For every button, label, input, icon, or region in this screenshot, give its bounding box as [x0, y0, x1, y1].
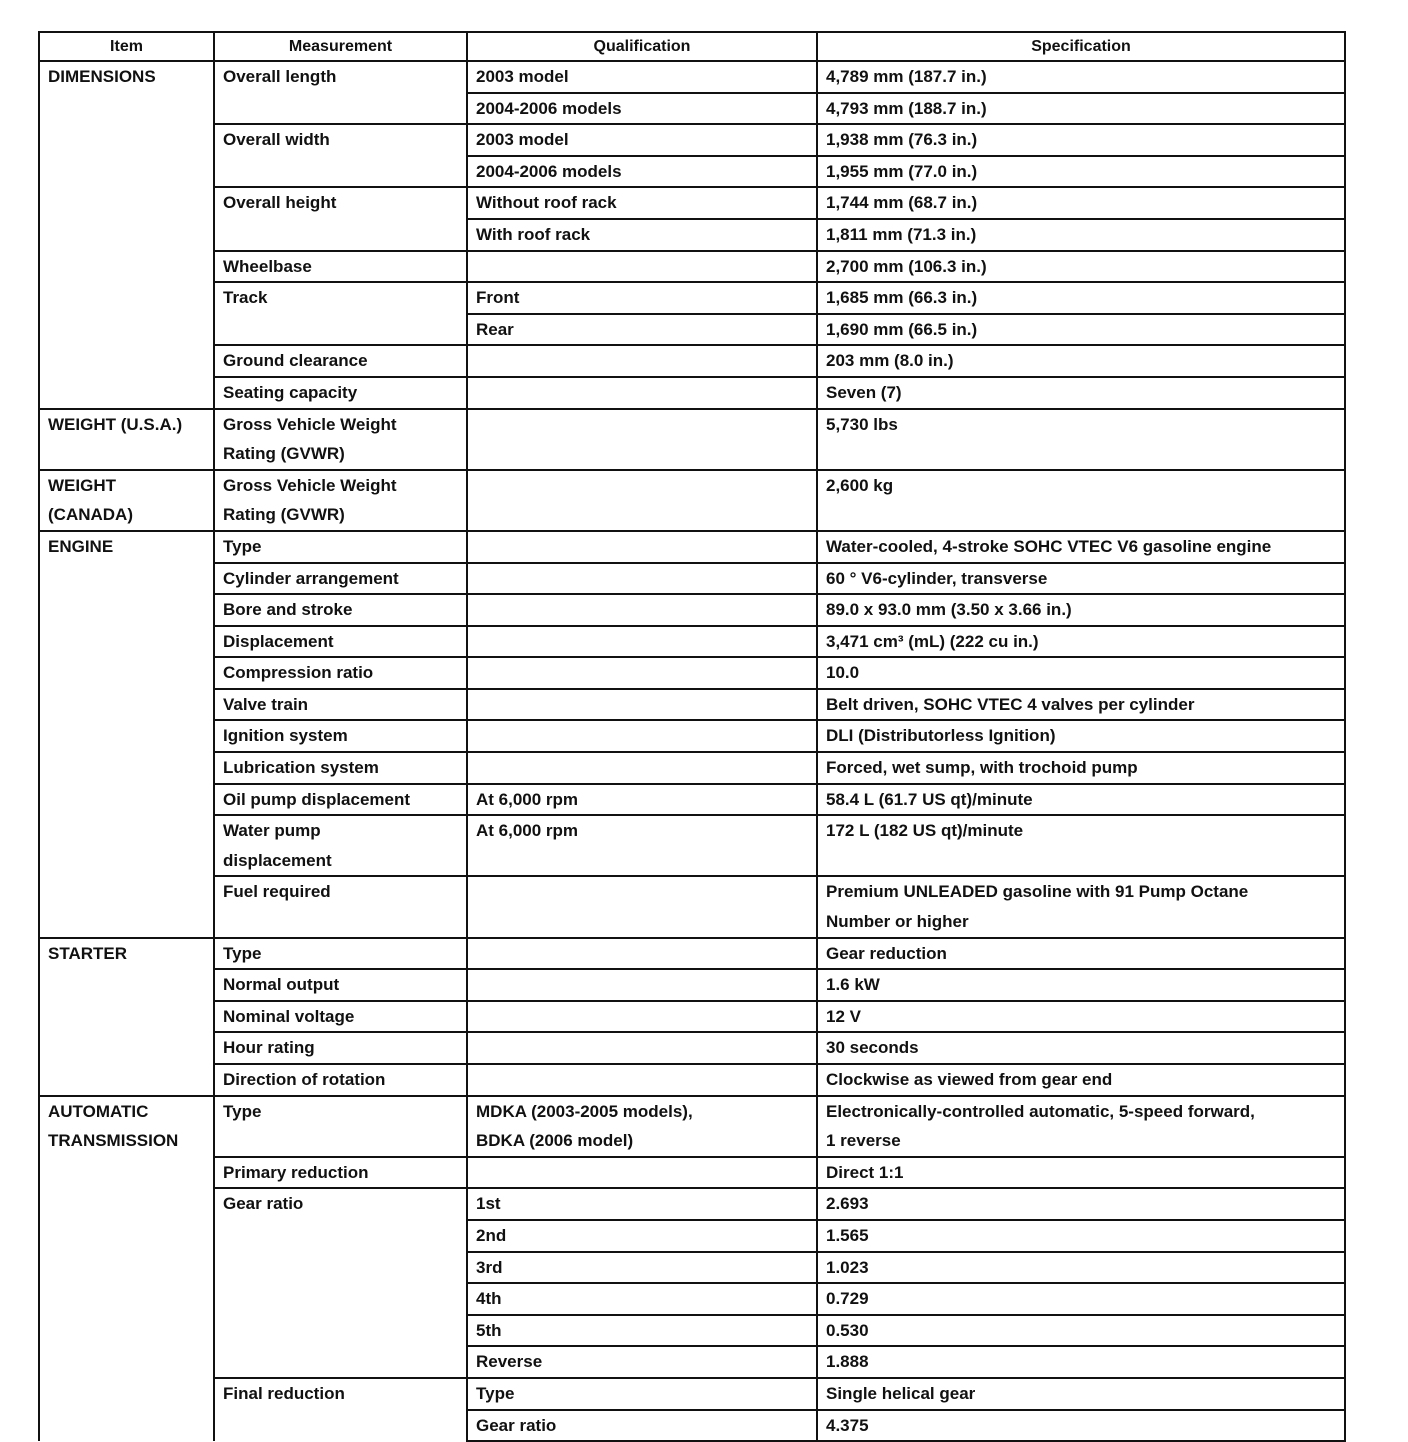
specification-line: Number or higher: [826, 912, 969, 932]
specification-cell: DLI (Distributorless Ignition): [817, 720, 1345, 752]
qualification-cell: [467, 531, 817, 563]
specification-cell: 172 L (182 US qt)/minute: [817, 815, 1345, 876]
table-row: [39, 594, 1345, 626]
item-weight-canada: [39, 470, 214, 531]
qualification-cell: [467, 1157, 817, 1189]
table-row: [39, 1064, 1345, 1096]
qualification-cell: [467, 377, 817, 409]
measurement-cell: Normal output: [214, 969, 467, 1001]
qualification-cell: [467, 563, 817, 595]
table-row: [39, 626, 1345, 658]
qualification-cell: Front: [467, 282, 817, 314]
specification-cell: 1.888: [817, 1346, 1345, 1378]
table-row: [39, 1157, 1345, 1189]
qualification-cell: Without roof rack: [467, 187, 817, 219]
qualification-cell: 4th: [467, 1283, 817, 1315]
specification-cell: 4.375: [817, 1410, 1345, 1442]
item-dimensions: DIMENSIONS: [39, 61, 214, 409]
measurement-cell: [214, 409, 467, 470]
table-row: [39, 531, 1345, 563]
specification-cell: Gear reduction: [817, 938, 1345, 970]
qualification-cell: Type: [467, 1378, 817, 1410]
table-row: [39, 345, 1345, 377]
qualification-cell: 3rd: [467, 1252, 817, 1284]
measurement-cell: Direction of rotation: [214, 1064, 467, 1096]
measurement-cell: Nominal voltage: [214, 1001, 467, 1033]
table-row: [39, 752, 1345, 784]
measurement-cell: [214, 815, 467, 876]
specification-cell: 30 seconds: [817, 1032, 1345, 1064]
measurement-cell: Compression ratio: [214, 657, 467, 689]
qualification-cell: Reverse: [467, 1346, 817, 1378]
table-row: [39, 1001, 1345, 1033]
table-row: [39, 815, 1345, 876]
specification-line: Premium UNLEADED gasoline with 91 Pump Octane: [826, 882, 1249, 902]
measurement-cell: Bore and stroke: [214, 594, 467, 626]
table-row: [39, 784, 1345, 816]
item-weight-usa: WEIGHT (U.S.A.): [39, 409, 214, 470]
qualification-cell: [467, 626, 817, 658]
measurement-cell: Overall length: [214, 61, 467, 124]
header-row: [39, 32, 1345, 61]
qualification-cell: [467, 1001, 817, 1033]
specification-cell: 0.530: [817, 1315, 1345, 1347]
qualification-cell: [467, 594, 817, 626]
table-row: [39, 657, 1345, 689]
measurement-cell: Ignition system: [214, 720, 467, 752]
specification-cell: Clockwise as viewed from gear end: [817, 1064, 1345, 1096]
qualification-cell: Rear: [467, 314, 817, 346]
measurement-line: Water pump: [223, 821, 321, 841]
item-line: WEIGHT: [48, 475, 116, 495]
header-qualification: Qualification: [467, 32, 817, 61]
table-row: [39, 187, 1345, 219]
specification-cell: 3,471 cm³ (mL) (222 cu in.): [817, 626, 1345, 658]
specification-cell: 58.4 L (61.7 US qt)/minute: [817, 784, 1345, 816]
table-row: [39, 969, 1345, 1001]
measurement-cell: Ground clearance: [214, 345, 467, 377]
table-row: [39, 876, 1345, 937]
measurement-cell: Seating capacity: [214, 377, 467, 409]
item-engine: ENGINE: [39, 531, 214, 938]
table-row: [39, 563, 1345, 595]
specification-cell: 1,685 mm (66.3 in.): [817, 282, 1345, 314]
specification-cell: 4,793 mm (188.7 in.): [817, 93, 1345, 125]
specification-cell: 4,789 mm (187.7 in.): [817, 61, 1345, 93]
measurement-cell: Overall width: [214, 124, 467, 187]
item-starter: STARTER: [39, 938, 214, 1096]
measurement-cell: Wheelbase: [214, 251, 467, 283]
specification-cell: 1.023: [817, 1252, 1345, 1284]
measurement-cell: Valve train: [214, 689, 467, 721]
specification-cell: 0.729: [817, 1283, 1345, 1315]
table-row: [39, 409, 1345, 470]
qualification-cell: [467, 409, 817, 470]
specification-cell: [817, 1096, 1345, 1157]
specification-cell: 89.0 x 93.0 mm (3.50 x 3.66 in.): [817, 594, 1345, 626]
qualification-cell: [467, 657, 817, 689]
measurement-cell: Oil pump displacement: [214, 784, 467, 816]
specification-cell: 1,744 mm (68.7 in.): [817, 187, 1345, 219]
item-line: AUTOMATIC: [48, 1101, 149, 1121]
qualification-cell: 1st: [467, 1188, 817, 1220]
measurement-cell: Primary reduction: [214, 1157, 467, 1189]
specification-cell: 2.693: [817, 1188, 1345, 1220]
table-row: [39, 470, 1345, 531]
specification-cell: 2,700 mm (106.3 in.): [817, 251, 1345, 283]
table-row: [39, 124, 1345, 156]
measurement-cell: Track: [214, 282, 467, 345]
specification-cell: 1,811 mm (71.3 in.): [817, 219, 1345, 251]
table-row: [39, 61, 1345, 93]
measurement-cell: [214, 470, 467, 531]
qualification-cell: [467, 1064, 817, 1096]
table-row: [39, 689, 1345, 721]
table-row: [39, 282, 1345, 314]
qualification-cell: [467, 1096, 817, 1157]
qualification-cell: 2003 model: [467, 61, 817, 93]
measurement-line: Rating (GVWR): [223, 505, 345, 525]
measurement-cell: Lubrication system: [214, 752, 467, 784]
table-row: [39, 720, 1345, 752]
item-line: TRANSMISSION: [48, 1131, 179, 1151]
qualification-cell: [467, 470, 817, 531]
qualification-cell: [467, 1032, 817, 1064]
qualification-cell: [467, 938, 817, 970]
qualification-cell: [467, 876, 817, 937]
qualification-cell: [467, 251, 817, 283]
measurement-line: Gross Vehicle Weight: [223, 414, 397, 434]
qualification-cell: Gear ratio: [467, 1410, 817, 1442]
measurement-cell: Fuel required: [214, 876, 467, 937]
qualification-cell: 2004-2006 models: [467, 93, 817, 125]
measurement-cell: Cylinder arrangement: [214, 563, 467, 595]
measurement-line: Rating (GVWR): [223, 444, 345, 464]
header-item: Item: [39, 32, 214, 61]
specification-cell: 60 ° V6-cylinder, transverse: [817, 563, 1345, 595]
table-row: [39, 1378, 1345, 1410]
qualification-cell: 2003 model: [467, 124, 817, 156]
specifications-table: [38, 31, 1346, 1442]
header-specification: Specification: [817, 32, 1345, 61]
table-row: [39, 1096, 1345, 1157]
table-row: [39, 1032, 1345, 1064]
qualification-cell: [467, 345, 817, 377]
measurement-cell: Type: [214, 938, 467, 970]
specification-cell: 10.0: [817, 657, 1345, 689]
measurement-cell: Final reduction: [214, 1378, 467, 1441]
measurement-cell: Type: [214, 531, 467, 563]
table-row: [39, 938, 1345, 970]
qualification-line: MDKA (2003-2005 models),: [476, 1101, 693, 1121]
table-row: [39, 251, 1345, 283]
measurement-cell: Overall height: [214, 187, 467, 250]
measurement-cell: Gear ratio: [214, 1188, 467, 1378]
measurement-line: Gross Vehicle Weight: [223, 475, 397, 495]
qualification-cell: [467, 720, 817, 752]
item-automatic-transmission: [39, 1096, 214, 1442]
specification-cell: 1.6 kW: [817, 969, 1345, 1001]
specification-line: 1 reverse: [826, 1131, 901, 1151]
specification-cell: Seven (7): [817, 377, 1345, 409]
specification-cell: 2,600 kg: [817, 470, 1345, 531]
table-row: [39, 1188, 1345, 1220]
specification-cell: Single helical gear: [817, 1378, 1345, 1410]
specification-cell: 1,955 mm (77.0 in.): [817, 156, 1345, 188]
specification-cell: Belt driven, SOHC VTEC 4 valves per cylinder: [817, 689, 1345, 721]
specification-cell: 5,730 lbs: [817, 409, 1345, 470]
specification-cell: [817, 876, 1345, 937]
qualification-cell: [467, 752, 817, 784]
qualification-line: BDKA (2006 model): [476, 1131, 634, 1151]
qualification-cell: With roof rack: [467, 219, 817, 251]
measurement-line: displacement: [223, 850, 332, 870]
specification-cell: Water-cooled, 4-stroke SOHC VTEC V6 gasoline engine: [817, 531, 1345, 563]
specification-line: Electronically-controlled automatic, 5-speed forward,: [826, 1101, 1255, 1121]
specification-cell: Forced, wet sump, with trochoid pump: [817, 752, 1345, 784]
qualification-cell: [467, 969, 817, 1001]
specification-cell: 203 mm (8.0 in.): [817, 345, 1345, 377]
specification-cell: 12 V: [817, 1001, 1345, 1033]
qualification-cell: At 6,000 rpm: [467, 784, 817, 816]
qualification-cell: 5th: [467, 1315, 817, 1347]
specification-cell: Direct 1:1: [817, 1157, 1345, 1189]
header-measurement: Measurement: [214, 32, 467, 61]
specification-cell: 1.565: [817, 1220, 1345, 1252]
item-line: (CANADA): [48, 505, 133, 525]
measurement-cell: Type: [214, 1096, 467, 1157]
measurement-cell: Displacement: [214, 626, 467, 658]
qualification-cell: [467, 689, 817, 721]
specification-cell: 1,690 mm (66.5 in.): [817, 314, 1345, 346]
qualification-cell: At 6,000 rpm: [467, 815, 817, 876]
specification-cell: 1,938 mm (76.3 in.): [817, 124, 1345, 156]
qualification-cell: 2004-2006 models: [467, 156, 817, 188]
qualification-cell: 2nd: [467, 1220, 817, 1252]
table-row: [39, 377, 1345, 409]
measurement-cell: Hour rating: [214, 1032, 467, 1064]
